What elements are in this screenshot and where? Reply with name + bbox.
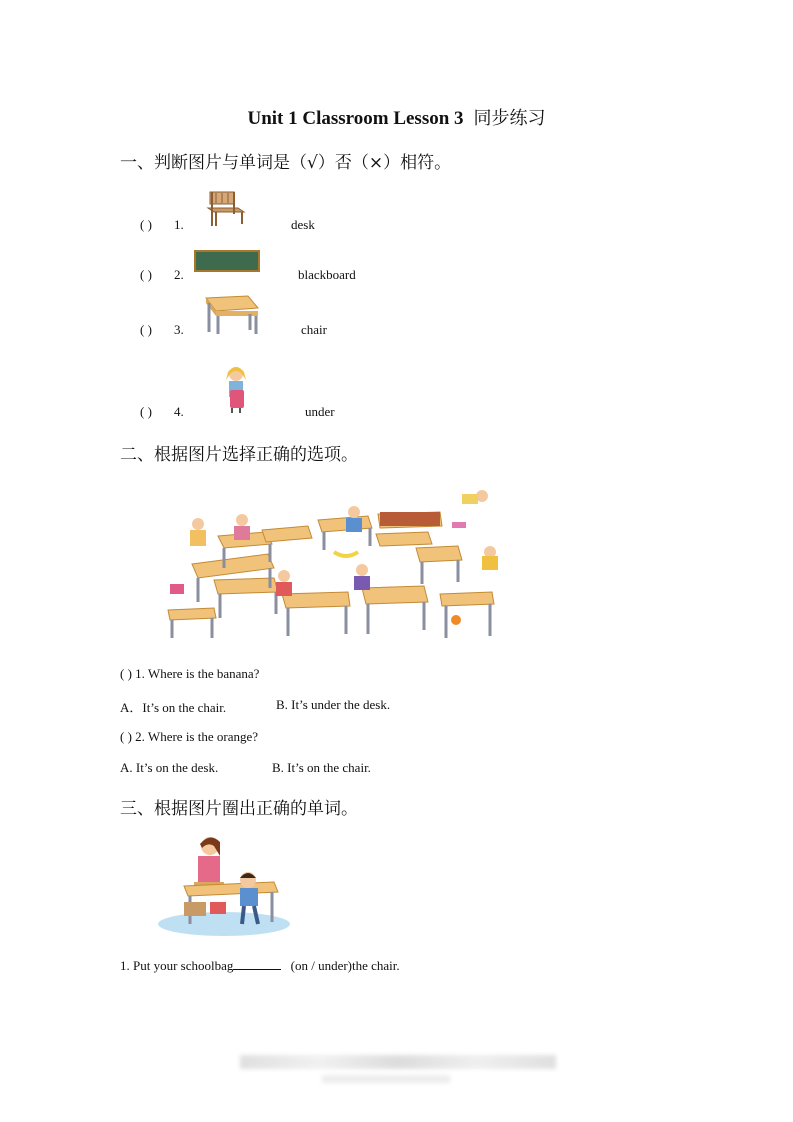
- item-word-4: under: [305, 404, 335, 419]
- item-number-2: 2.: [174, 267, 184, 282]
- title-chinese: 同步练习: [473, 108, 546, 129]
- sentence-start: 1. Put your schoolbag: [120, 958, 234, 973]
- classroom-scene-picture: [158, 484, 518, 644]
- blurred-footer: [240, 1055, 556, 1069]
- section2-heading: 二、根据图片选择正确的选项。: [120, 445, 358, 465]
- question-2: ( ) 2. Where is the orange?: [120, 729, 259, 744]
- item-word-1: desk: [291, 217, 315, 232]
- sentence-end: (on / under)the chair.: [290, 958, 400, 973]
- title-english: Unit 1 Classroom Lesson 3: [247, 108, 464, 129]
- question-1-option-a[interactable]: A．It’s on the chair.: [120, 700, 227, 715]
- blackboard-picture: [194, 250, 260, 272]
- question-1-option-b[interactable]: B. It’s under the desk.: [276, 697, 391, 712]
- girl-with-bag-picture: [220, 362, 250, 414]
- blurred-footer-line-2: [322, 1075, 450, 1083]
- desk-picture: [200, 294, 262, 336]
- answer-bracket-3[interactable]: ( ): [140, 322, 152, 337]
- question-1: ( ) 1. Where is the banana?: [120, 666, 260, 681]
- question-2-option-a[interactable]: A. It’s on the desk.: [120, 760, 219, 775]
- teacher-and-boy-picture: [154, 832, 296, 938]
- page-title: [0, 104, 793, 130]
- section3-heading: 三、根据图片圈出正确的单词。: [120, 799, 358, 819]
- item-number-1: 1.: [174, 217, 184, 232]
- item-number-3: 3.: [174, 322, 184, 337]
- fill-in-sentence: [120, 957, 400, 974]
- answer-bracket-4[interactable]: ( ): [140, 404, 152, 419]
- item-word-3: chair: [301, 322, 327, 337]
- answer-bracket-2[interactable]: ( ): [140, 267, 152, 282]
- item-number-4: 4.: [174, 404, 184, 419]
- answer-blank[interactable]: [233, 957, 281, 970]
- item-word-2: blackboard: [298, 267, 356, 282]
- chair-picture: [204, 190, 250, 228]
- answer-bracket-1[interactable]: ( ): [140, 217, 152, 232]
- section1-heading: 一、判断图片与单词是（√）否（×）相符。: [120, 153, 452, 173]
- question-2-option-b[interactable]: B. It’s on the chair.: [272, 760, 371, 775]
